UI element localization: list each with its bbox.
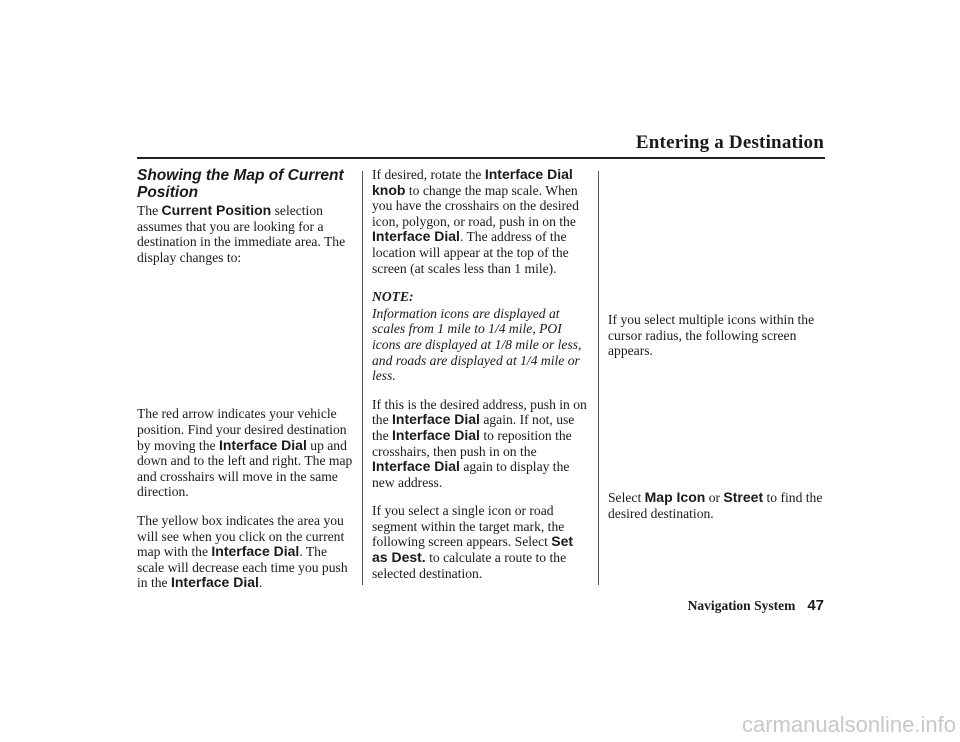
column-right-lower [608,490,824,534]
note-label: NOTE: [372,289,414,305]
paragraph-red-arrow: The red arrow indicates your vehicle position. Find your desired destination by moving the Interface Dial up and down and to the left and right. The map and crosshairs will move in the same direction. [137,406,353,500]
paragraph-yellow-box: The yellow box indicates the area you will see when you click on the current map with the Interface Dial. The scale will decrease each time you push in the Interface Dial. [137,512,348,591]
paragraph-current-position: The Current Position selection assumes that you are looking for a destination in the immediate area. The display changes to: [137,202,346,265]
column-right [608,312,824,372]
image-placeholder [137,278,353,406]
section-heading: Showing the Map of Current Position [137,167,344,201]
footer-section: Navigation System [687,598,796,613]
paragraph-single-icon: If you select a single icon or road segment within the target mark, the following screen appears. Select Set as Dest. to calculate a route to the selected destination. [372,503,574,581]
column-middle [372,167,590,594]
paragraph-desired-address: If this is the desired address, push in on the Interface Dial again. If not, use the Interface Dial to reposition the crosshairs, then push in on the Interface Dial again to display the new address. [372,396,587,490]
column-left [137,167,353,604]
paragraph-rotate-dial: If desired, rotate the Interface Dial knob to change the map scale. When you have the crosshairs on the desired icon, polygon, or road, push in on the Interface Dial. The address of the location will appear at the top of the screen (at scales less than 1 mile). [372,166,579,276]
page-title: Entering a Destination [635,132,824,153]
paragraph-select-map-icon: Select Map Icon or Street to find the desired destination. [608,489,823,521]
note-text: Information icons are displayed at scales from 1 mile to 1/4 mile, POI icons are displayed at 1/8 mile or less, and roads are displayed at 1/4 mile or less. [372,305,582,384]
paragraph-multiple-icons: If you select multiple icons within the cursor radius, the following screen appears. [608,312,815,359]
column-divider [598,171,599,585]
column-divider [362,171,363,585]
watermark: carmanualsonline.info [741,712,956,737]
page-footer [600,597,824,614]
header-rule [137,157,825,159]
page-number: 47 [807,597,824,614]
